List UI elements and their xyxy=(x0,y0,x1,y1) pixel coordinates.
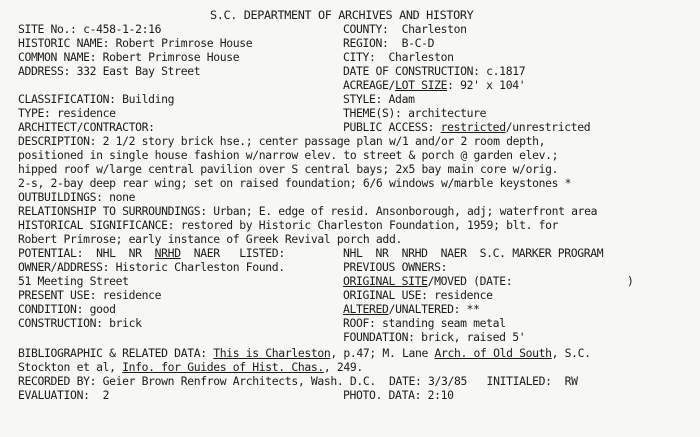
potential-listed-label: NAER LISTED: xyxy=(180,246,298,260)
potential-label: POTENTIAL: NHL NR xyxy=(18,246,155,260)
region: REGION: B-C-D xyxy=(343,36,435,50)
ref-this-is-charleston: This is Charleston xyxy=(213,346,331,360)
historic-name: HISTORIC NAME: Robert Primrose House xyxy=(18,36,253,50)
public-access-unrestricted: /unrestricted xyxy=(505,120,591,134)
ref-sc: , S.C. xyxy=(551,346,591,360)
listed-options: NHL NR NRHD NAER S.C. MARKER PROGRAM xyxy=(343,246,604,260)
historical-significance-line-2: Robert Primrose; early instance of Greek Revival porch add. xyxy=(18,232,402,246)
style: STYLE: Adam xyxy=(343,92,415,106)
bibliographic-label: BIBLIOGRAPHIC & RELATED DATA: xyxy=(18,346,214,360)
city: CITY: Charleston xyxy=(343,50,454,64)
acreage-label: ACREAGE/ xyxy=(343,78,396,92)
common-name: COMMON NAME: Robert Primrose House xyxy=(18,50,240,64)
acreage-lot-size xyxy=(343,79,525,92)
potential xyxy=(18,247,298,260)
owner-street: 51 Meeting Street xyxy=(18,274,129,288)
site-number: SITE No.: c-458-1-2:16 xyxy=(18,22,162,36)
description-line-1: DESCRIPTION: 2 1/2 story brick hse.; center passage plan w/1 and/or 2 room depth, xyxy=(18,134,546,148)
themes: THEME(S): architecture xyxy=(343,106,487,120)
altered-label: ALTERED xyxy=(343,302,389,316)
ref-stockton: Stockton et al, xyxy=(18,360,123,374)
description-line-3: hipped roof w/large central pavilion over S central bays; 2x5 bay main core w/orig. xyxy=(18,162,559,176)
moved-date-close: ) xyxy=(627,274,634,288)
classification: CLASSIFICATION: Building xyxy=(18,92,175,106)
date-of-construction: DATE OF CONSTRUCTION: c.1817 xyxy=(343,64,526,78)
moved-date-label: /MOVED (DATE: xyxy=(427,274,513,288)
altered xyxy=(343,303,480,316)
county: COUNTY: Charleston xyxy=(343,22,467,36)
relationship-to-surroundings: RELATIONSHIP TO SURROUNDINGS: Urban; E. edge of resid. Ansonborough, adj; waterfront area xyxy=(18,204,598,218)
present-use: PRESENT USE: residence xyxy=(18,288,162,302)
page-title: S.C. DEPARTMENT OF ARCHIVES AND HISTORY xyxy=(210,8,474,22)
architect-contractor: ARCHITECT/CONTRACTOR: xyxy=(18,120,155,134)
historical-significance-line-1: HISTORICAL SIGNIFICANCE: restored by Historic Charleston Foundation, 1959; blt. for xyxy=(18,218,559,232)
lot-size-label: LOT SIZE xyxy=(395,78,448,92)
construction: CONSTRUCTION: brick xyxy=(18,316,142,330)
unaltered-label: /UNALTERED: ** xyxy=(388,302,480,316)
ref-arch-old-south: Arch. of Old South xyxy=(434,346,552,360)
type: TYPE: residence xyxy=(18,106,116,120)
outbuildings: OUTBUILDINGS: none xyxy=(18,190,136,204)
ref-page-249: , 249. xyxy=(323,360,363,374)
bibliographic-data-line-2 xyxy=(18,361,363,374)
ref-page-lane: , p.47; M. Lane xyxy=(330,346,435,360)
public-access xyxy=(343,121,590,134)
photo-data: PHOTO. DATA: 2:10 xyxy=(343,388,454,402)
public-access-label: PUBLIC ACCESS: xyxy=(343,120,441,134)
ref-info-guides: Info. for Guides of Hist. Chas. xyxy=(122,360,324,374)
address: ADDRESS: 332 East Bay Street xyxy=(18,64,201,78)
recorded-by: RECORDED BY: Geier Brown Renfrow Architects, Wash. D.C. DATE: 3/3/85 INITIALED: RW xyxy=(18,374,578,388)
condition: CONDITION: good xyxy=(18,302,116,316)
original-site xyxy=(343,275,512,288)
description-line-4: 2-s, 2-bay deep rear wing; set on raised foundation; 6/6 windows w/marble keystones * xyxy=(18,176,572,190)
original-use: ORIGINAL USE: residence xyxy=(343,288,493,302)
public-access-restricted: restricted xyxy=(440,120,506,134)
foundation: FOUNDATION: brick, raised 5' xyxy=(343,330,526,344)
previous-owners: PREVIOUS OWNERS: xyxy=(343,260,448,274)
roof: ROOF: standing seam metal xyxy=(343,316,506,330)
original-site-label: ORIGINAL SITE xyxy=(343,274,428,288)
owner-address: OWNER/ADDRESS: Historic Charleston Found. xyxy=(18,260,285,274)
description-line-2: positioned in single house fashion w/narrow elev. to street & porch @ garden elev.; xyxy=(18,148,559,162)
bibliographic-data-line-1 xyxy=(18,347,591,360)
potential-nrhd: NRHD xyxy=(154,246,181,260)
lot-size-value: : 92' x 104' xyxy=(447,78,526,92)
evaluation: EVALUATION: 2 xyxy=(18,388,110,402)
